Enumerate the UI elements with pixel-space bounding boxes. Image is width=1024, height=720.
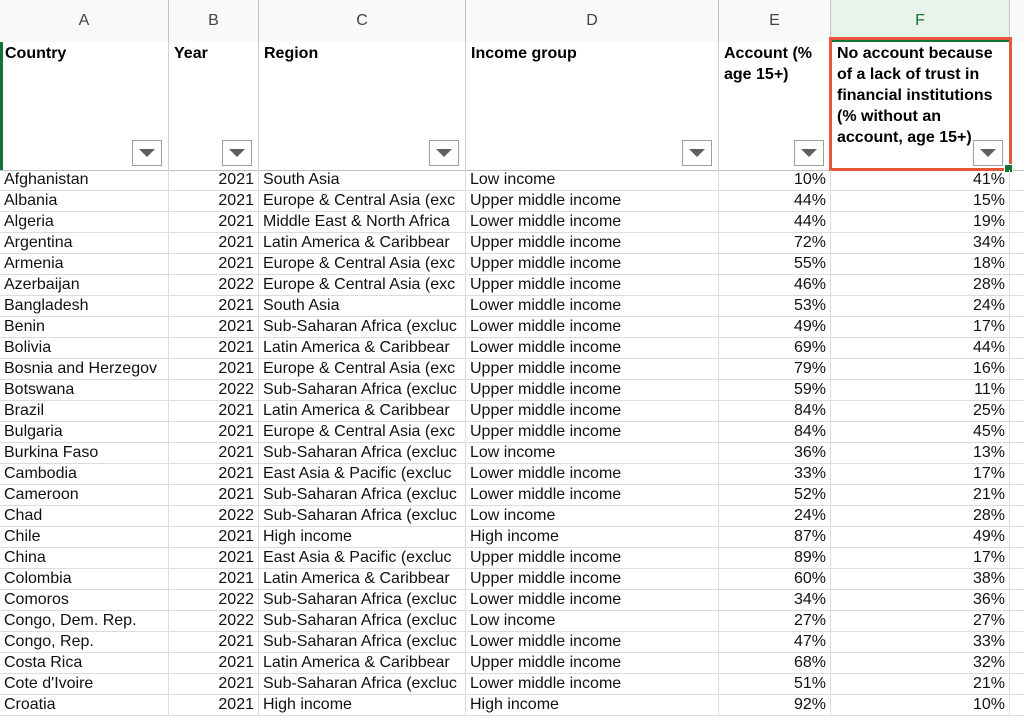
filter-dropdown-icon[interactable] — [973, 140, 1003, 166]
cell-country[interactable]: Chile — [0, 527, 169, 548]
filter-dropdown-icon[interactable] — [132, 140, 162, 166]
table-row — [0, 464, 1024, 485]
cell-region[interactable]: Latin America & Caribbear — [259, 338, 466, 359]
header-cell-account[interactable] — [719, 42, 831, 170]
table-row — [0, 548, 1024, 569]
cell-region[interactable]: High income — [259, 527, 466, 548]
table-row — [0, 443, 1024, 464]
cell-account[interactable]: 84% — [719, 422, 831, 443]
table-row — [0, 254, 1024, 275]
cell-account[interactable]: 87% — [719, 527, 831, 548]
cell-year[interactable]: 2021 — [169, 338, 259, 359]
table-row — [0, 359, 1024, 380]
cell-account[interactable]: 59% — [719, 380, 831, 401]
cell-account[interactable]: 10% — [719, 170, 831, 191]
cell-year[interactable]: 2021 — [169, 254, 259, 275]
data-rows — [0, 170, 1024, 716]
cell-noaccount[interactable]: 21% — [831, 485, 1010, 506]
cell-country[interactable]: Botswana — [0, 380, 169, 401]
cell-region[interactable]: Europe & Central Asia (exc — [259, 254, 466, 275]
table-row — [0, 338, 1024, 359]
header-cell-region[interactable] — [259, 42, 466, 170]
table-row — [0, 506, 1024, 527]
cell-region[interactable]: Sub-Saharan Africa (excluc — [259, 443, 466, 464]
cell-country[interactable]: Bosnia and Herzegov — [0, 359, 169, 380]
cell-noaccount[interactable]: 25% — [831, 401, 1010, 422]
cell-account[interactable]: 49% — [719, 317, 831, 338]
cell-noaccount[interactable]: 32% — [831, 653, 1010, 674]
cell-income[interactable]: Lower middle income — [466, 590, 719, 611]
cell-account[interactable]: 34% — [719, 590, 831, 611]
column-header-a[interactable]: A — [0, 0, 169, 42]
cell-year[interactable]: 2021 — [169, 233, 259, 254]
cell-country[interactable]: Burkina Faso — [0, 443, 169, 464]
cell-income[interactable]: Lower middle income — [466, 674, 719, 695]
cell-year[interactable]: 2021 — [169, 212, 259, 233]
cell-year[interactable]: 2021 — [169, 317, 259, 338]
cell-region[interactable]: Sub-Saharan Africa (excluc — [259, 380, 466, 401]
filter-dropdown-icon[interactable] — [429, 140, 459, 166]
cell-account[interactable]: 60% — [719, 569, 831, 590]
cell-country[interactable]: China — [0, 548, 169, 569]
cell-account[interactable]: 44% — [719, 191, 831, 212]
cell-year[interactable]: 2022 — [169, 275, 259, 296]
table-row — [0, 653, 1024, 674]
cell-income[interactable]: Lower middle income — [466, 632, 719, 653]
cell-country[interactable]: Cambodia — [0, 464, 169, 485]
cell-income[interactable]: High income — [466, 527, 719, 548]
cell-region[interactable]: East Asia & Pacific (excluc — [259, 464, 466, 485]
cell-year[interactable]: 2021 — [169, 422, 259, 443]
cell-account[interactable]: 33% — [719, 464, 831, 485]
header-cell-country[interactable] — [0, 42, 169, 170]
cell-region[interactable]: Sub-Saharan Africa (excluc — [259, 317, 466, 338]
cell-year[interactable]: 2021 — [169, 401, 259, 422]
cell-account[interactable]: 69% — [719, 338, 831, 359]
cell-noaccount[interactable]: 41% — [831, 170, 1010, 191]
filter-dropdown-icon[interactable] — [222, 140, 252, 166]
cell-noaccount[interactable]: 45% — [831, 422, 1010, 443]
header-cell-year[interactable] — [169, 42, 259, 170]
table-row — [0, 695, 1024, 716]
cell-country[interactable]: Bulgaria — [0, 422, 169, 443]
table-row — [0, 212, 1024, 233]
cell-region[interactable]: Latin America & Caribbear — [259, 401, 466, 422]
cell-account[interactable]: 89% — [719, 548, 831, 569]
cell-year[interactable]: 2021 — [169, 443, 259, 464]
cell-region[interactable]: Sub-Saharan Africa (excluc — [259, 632, 466, 653]
cell-region[interactable]: Europe & Central Asia (exc — [259, 359, 466, 380]
cell-account[interactable]: 68% — [719, 653, 831, 674]
cell-income[interactable]: Lower middle income — [466, 485, 719, 506]
table-row — [0, 296, 1024, 317]
column-header-e[interactable]: E — [719, 0, 831, 42]
cell-income[interactable]: Upper middle income — [466, 380, 719, 401]
cell-region[interactable]: High income — [259, 695, 466, 716]
cell-country[interactable]: Bangladesh — [0, 296, 169, 317]
cell-region[interactable]: Middle East & North Africa — [259, 212, 466, 233]
cell-noaccount[interactable]: 34% — [831, 233, 1010, 254]
cell-country[interactable]: Albania — [0, 191, 169, 212]
header-label: Income group — [471, 45, 577, 62]
cell-year[interactable]: 2021 — [169, 296, 259, 317]
cell-year[interactable]: 2021 — [169, 548, 259, 569]
cell-region[interactable]: East Asia & Pacific (excluc — [259, 548, 466, 569]
cell-income[interactable]: Lower middle income — [466, 296, 719, 317]
cell-country[interactable]: Afghanistan — [0, 170, 169, 191]
cell-region[interactable]: Europe & Central Asia (exc — [259, 191, 466, 212]
cell-account[interactable]: 92% — [719, 695, 831, 716]
cell-income[interactable]: Lower middle income — [466, 212, 719, 233]
cell-country[interactable]: Algeria — [0, 212, 169, 233]
table-row — [0, 590, 1024, 611]
cell-income[interactable]: Lower middle income — [466, 317, 719, 338]
filter-dropdown-icon[interactable] — [682, 140, 712, 166]
cell-country[interactable]: Costa Rica — [0, 653, 169, 674]
cell-year[interactable]: 2022 — [169, 506, 259, 527]
column-header-bar — [0, 0, 1024, 43]
cell-year[interactable]: 2021 — [169, 653, 259, 674]
cell-noaccount[interactable]: 28% — [831, 275, 1010, 296]
table-row — [0, 317, 1024, 338]
cell-income[interactable]: Upper middle income — [466, 233, 719, 254]
cell-account[interactable]: 46% — [719, 275, 831, 296]
cell-account[interactable]: 27% — [719, 611, 831, 632]
cell-year[interactable]: 2021 — [169, 695, 259, 716]
cell-income[interactable]: Low income — [466, 443, 719, 464]
filter-dropdown-icon[interactable] — [794, 140, 824, 166]
cell-noaccount[interactable]: 11% — [831, 380, 1010, 401]
cell-income[interactable]: Upper middle income — [466, 359, 719, 380]
cell-region[interactable]: Sub-Saharan Africa (excluc — [259, 611, 466, 632]
cell-noaccount[interactable]: 27% — [831, 611, 1010, 632]
cell-noaccount[interactable]: 17% — [831, 464, 1010, 485]
cell-account[interactable]: 24% — [719, 506, 831, 527]
table-row — [0, 401, 1024, 422]
cell-noaccount[interactable]: 15% — [831, 191, 1010, 212]
cell-year[interactable]: 2021 — [169, 485, 259, 506]
cell-region[interactable]: Europe & Central Asia (exc — [259, 422, 466, 443]
cell-noaccount[interactable]: 36% — [831, 590, 1010, 611]
cell-country[interactable]: Argentina — [0, 233, 169, 254]
cell-noaccount[interactable]: 17% — [831, 548, 1010, 569]
table-row — [0, 233, 1024, 254]
table-row — [0, 674, 1024, 695]
cell-country[interactable]: Colombia — [0, 569, 169, 590]
cell-noaccount[interactable]: 13% — [831, 443, 1010, 464]
cell-year[interactable]: 2021 — [169, 464, 259, 485]
cell-account[interactable]: 51% — [719, 674, 831, 695]
cell-income[interactable]: Upper middle income — [466, 254, 719, 275]
table-row — [0, 485, 1024, 506]
cell-account[interactable]: 72% — [719, 233, 831, 254]
cell-year[interactable]: 2022 — [169, 380, 259, 401]
cell-income[interactable]: Low income — [466, 506, 719, 527]
cell-income[interactable]: Upper middle income — [466, 653, 719, 674]
table-row — [0, 380, 1024, 401]
row-indicator — [0, 42, 3, 170]
cell-region[interactable]: Europe & Central Asia (exc — [259, 275, 466, 296]
cell-year[interactable]: 2021 — [169, 632, 259, 653]
cell-noaccount[interactable]: 10% — [831, 695, 1010, 716]
cell-region[interactable]: Latin America & Caribbear — [259, 653, 466, 674]
cell-country[interactable]: Cote d'Ivoire — [0, 674, 169, 695]
table-row — [0, 569, 1024, 590]
cell-region[interactable]: Sub-Saharan Africa (excluc — [259, 485, 466, 506]
cell-account[interactable]: 53% — [719, 296, 831, 317]
header-label: Country — [5, 45, 67, 62]
header-cell-income-group[interactable] — [466, 42, 719, 170]
cell-noaccount[interactable]: 33% — [831, 632, 1010, 653]
cell-income[interactable]: Lower middle income — [466, 464, 719, 485]
cell-region[interactable]: South Asia — [259, 170, 466, 191]
cell-income[interactable]: Upper middle income — [466, 401, 719, 422]
cell-noaccount[interactable]: 16% — [831, 359, 1010, 380]
cell-year[interactable]: 2022 — [169, 611, 259, 632]
table-row — [0, 275, 1024, 296]
cell-year[interactable]: 2021 — [169, 170, 259, 191]
header-label: Account (% age 15+) — [724, 45, 812, 83]
cell-country[interactable]: Congo, Dem. Rep. — [0, 611, 169, 632]
cell-year[interactable]: 2021 — [169, 359, 259, 380]
cell-country[interactable]: Comoros — [0, 590, 169, 611]
cell-account[interactable]: 79% — [719, 359, 831, 380]
header-label: Year — [174, 45, 208, 62]
cell-account[interactable]: 36% — [719, 443, 831, 464]
header-row — [0, 42, 1024, 171]
cell-income[interactable]: Upper middle income — [466, 191, 719, 212]
cell-noaccount[interactable]: 44% — [831, 338, 1010, 359]
cell-income[interactable]: Low income — [466, 611, 719, 632]
column-header-b[interactable]: B — [169, 0, 259, 42]
table-row — [0, 632, 1024, 653]
cell-noaccount[interactable]: 17% — [831, 317, 1010, 338]
column-header-c[interactable]: C — [259, 0, 466, 42]
header-cell-no-account[interactable] — [831, 42, 1010, 170]
cell-year[interactable]: 2021 — [169, 674, 259, 695]
cell-income[interactable]: Upper middle income — [466, 275, 719, 296]
cell-region[interactable]: Latin America & Caribbear — [259, 233, 466, 254]
cell-country[interactable]: Bolivia — [0, 338, 169, 359]
cell-noaccount[interactable]: 19% — [831, 212, 1010, 233]
cell-income[interactable]: Upper middle income — [466, 422, 719, 443]
cell-region[interactable]: Sub-Saharan Africa (excluc — [259, 590, 466, 611]
cell-country[interactable]: Azerbaijan — [0, 275, 169, 296]
cell-noaccount[interactable]: 18% — [831, 254, 1010, 275]
cell-income[interactable]: Upper middle income — [466, 548, 719, 569]
cell-year[interactable]: 2021 — [169, 569, 259, 590]
cell-year[interactable]: 2021 — [169, 527, 259, 548]
cell-region[interactable]: South Asia — [259, 296, 466, 317]
column-header-f[interactable]: F — [831, 0, 1010, 42]
cell-country[interactable]: Brazil — [0, 401, 169, 422]
cell-income[interactable]: Low income — [466, 170, 719, 191]
header-label: Region — [264, 45, 319, 62]
table-row — [0, 527, 1024, 548]
column-header-d[interactable]: D — [466, 0, 719, 42]
table-row — [0, 170, 1024, 191]
header-label: No account because of a lack of trust in financial institutions (% without an account, age 15+) — [837, 45, 993, 146]
cell-income[interactable]: Lower middle income — [466, 338, 719, 359]
cell-account[interactable]: 44% — [719, 212, 831, 233]
cell-noaccount[interactable]: 38% — [831, 569, 1010, 590]
cell-noaccount[interactable]: 28% — [831, 506, 1010, 527]
cell-country[interactable]: Benin — [0, 317, 169, 338]
cell-account[interactable]: 84% — [719, 401, 831, 422]
cell-income[interactable]: Upper middle income — [466, 569, 719, 590]
table-row — [0, 191, 1024, 212]
cell-noaccount[interactable]: 21% — [831, 674, 1010, 695]
cell-noaccount[interactable]: 49% — [831, 527, 1010, 548]
cell-account[interactable]: 52% — [719, 485, 831, 506]
cell-country[interactable]: Chad — [0, 506, 169, 527]
cell-region[interactable]: Latin America & Caribbear — [259, 569, 466, 590]
cell-country[interactable]: Congo, Rep. — [0, 632, 169, 653]
cell-income[interactable]: High income — [466, 695, 719, 716]
table-row — [0, 611, 1024, 632]
cell-region[interactable]: Sub-Saharan Africa (excluc — [259, 674, 466, 695]
table-row — [0, 422, 1024, 443]
cell-account[interactable]: 47% — [719, 632, 831, 653]
cell-year[interactable]: 2021 — [169, 191, 259, 212]
cell-country[interactable]: Armenia — [0, 254, 169, 275]
cell-year[interactable]: 2022 — [169, 590, 259, 611]
cell-country[interactable]: Cameroon — [0, 485, 169, 506]
cell-region[interactable]: Sub-Saharan Africa (excluc — [259, 506, 466, 527]
cell-noaccount[interactable]: 24% — [831, 296, 1010, 317]
cell-country[interactable]: Croatia — [0, 695, 169, 716]
cell-account[interactable]: 55% — [719, 254, 831, 275]
